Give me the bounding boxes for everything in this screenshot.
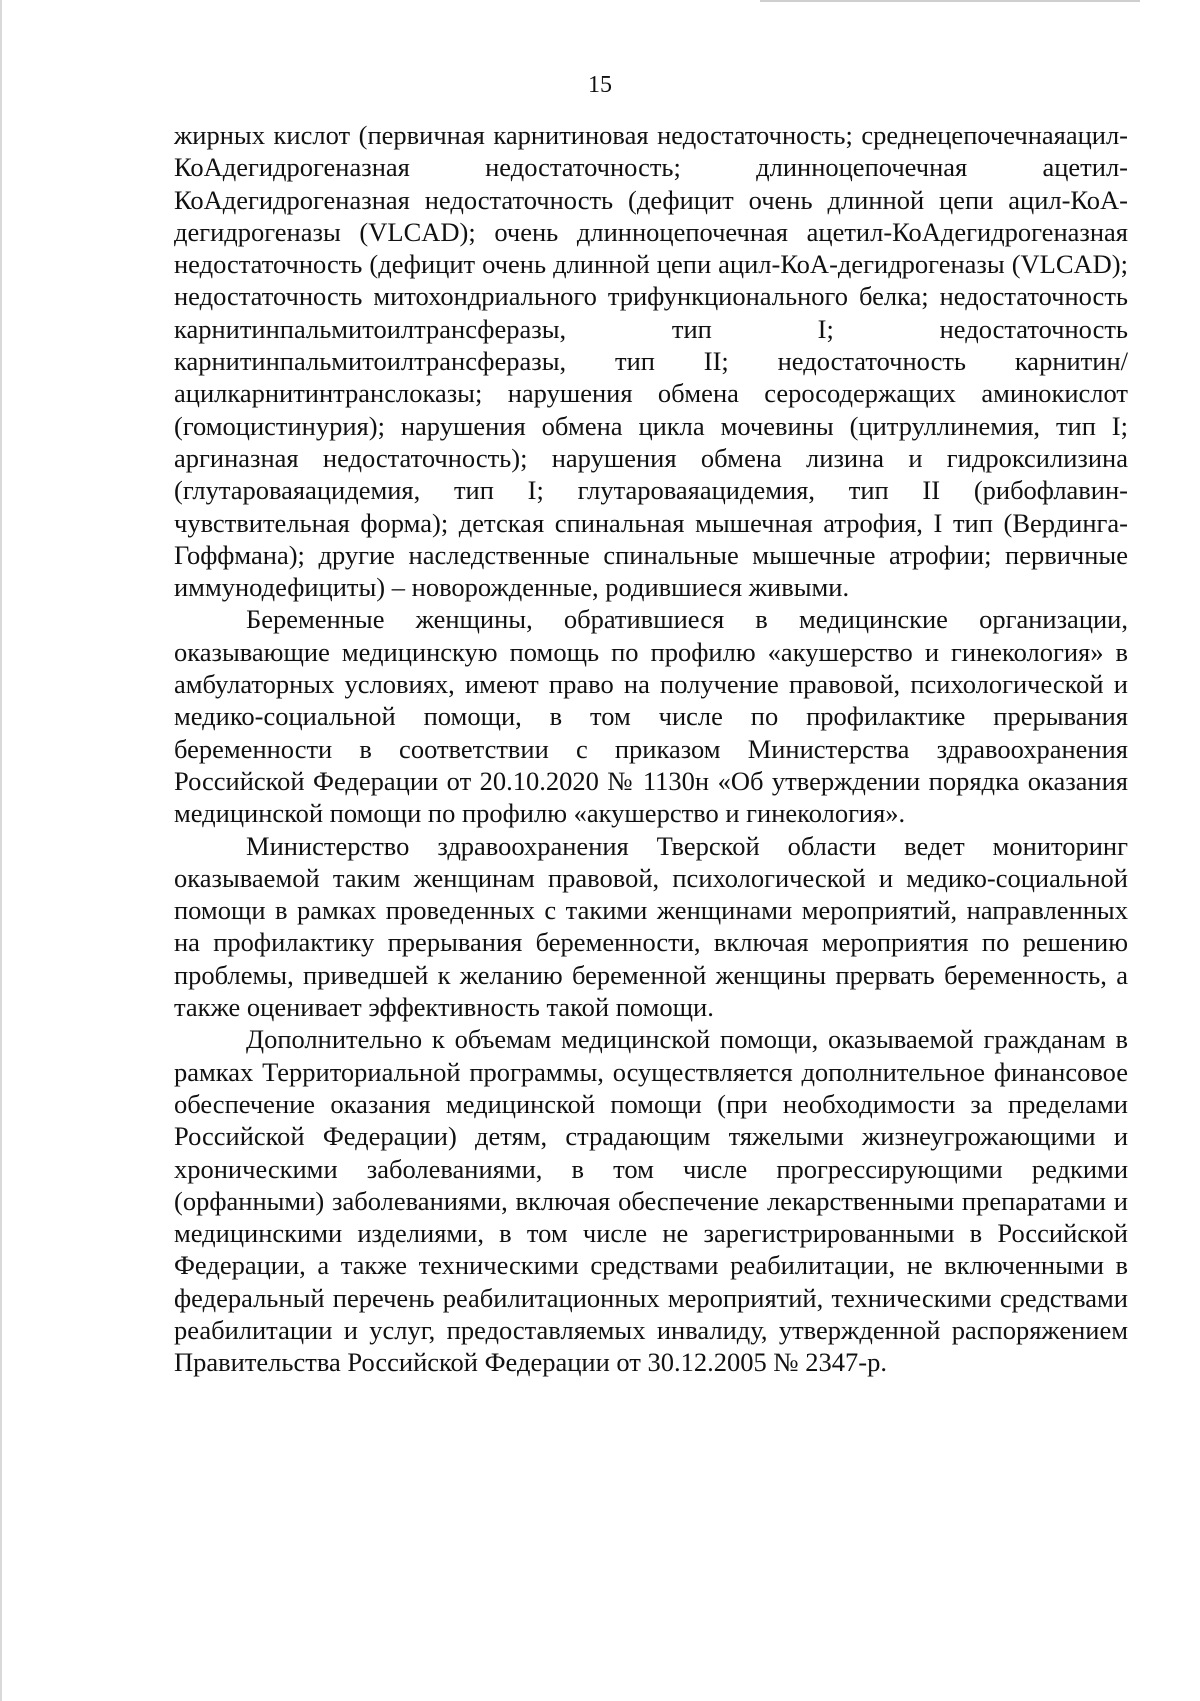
paragraph-pregnant-women-help: Беременные женщины, обратившиеся в медицинские организации, оказывающие медицинскую помощь по профилю «акушерство и гинекология» в амбулаторных условиях, имеют право на получение правовой, психологической и медико-социальной помощи, в том числе по профилактике прерывания беременности в соответствии с приказом Министерства здравоохранения Российской Федерации от 20.10.2020 № 1130н «Об утверждении порядка оказания медицинской помощи по профилю «акушерство и гинекология». <box>174 604 1128 829</box>
paragraph-ministry-monitoring: Министерство здравоохранения Тверской области ведет мониторинг оказываемой таким женщинам правовой, психологической и медико-социальной помощи в рамках проведенных с такими женщинами мероприятий, направленных на профилактику прерывания беременности, включая мероприятия по решению проблемы, приведшей к желанию беременной женщины прервать беременность, а также оценивает эффективность такой помощи. <box>174 830 1128 1023</box>
paragraph-fatty-acids-list: жирных кислот (первичная карнитиновая недостаточность; среднецепочечнаяацил-КоАдегидрогеназная недостаточность; длинноцепочечная ацетил-КоАдегидрогеназная недостаточность (дефицит очень длинной цепи ацил-КоА-дегидрогеназы (VLCAD); очень длинноцепочечная ацетил-КоАдегидрогеназная недостаточность (дефицит очень длинной цепи ацил-КоА-дегидрогеназы (VLCAD); недостаточность митохондриального трифункционального белка; недостаточность карнитинпальмитоилтрансферазы, тип I; недостаточность карнитинпальмитоилтрансферазы, тип II; недостаточность карнитин/ацилкарнитинтранслоказы; нарушения обмена серосодержащих аминокислот (гомоцистинурия); нарушения обмена цикла мочевины (цитруллинемия, тип I; аргиназная недостаточность); нарушения обмена лизина и гидроксилизина (глутароваяацидемия, тип I; глутароваяацидемия, тип II (рибофлавин-чувствительная форма); детская спинальная мышечная атрофия, I тип (Вердинга-Гоффмана); другие наследственные спинальные мышечные атрофии; первичные иммунодефициты) – новорожденные, родившиеся живыми. <box>174 120 1128 603</box>
page-number: 15 <box>588 72 612 98</box>
scan-edge-top <box>760 0 1140 2</box>
paragraph-additional-financing: Дополнительно к объемам медицинской помощи, оказываемой гражданам в рамках Территориальной программы, осуществляется дополнительное финансовое обеспечение оказания медицинской помощи (при необходимости за пределами Российской Федерации) детям, страдающим тяжелыми жизнеугрожающими и хроническими заболеваниями, в том числе прогрессирующими редкими (орфанными) заболеваниями, включая обеспечение лекарственными препаратами и медицинскими изделиями, в том числе не зарегистрированными в Российской Федерации, а также техническими средствами реабилитации, не включенными в федеральный перечень реабилитационных мероприятий, техническими средствами реабилитации и услуг, предоставляемых инвалиду, утвержденной распоряжением Правительства Российской Федерации от 30.12.2005 № 2347-р. <box>174 1024 1128 1378</box>
document-body <box>174 119 1128 1379</box>
scan-edge-left <box>0 0 2 1701</box>
